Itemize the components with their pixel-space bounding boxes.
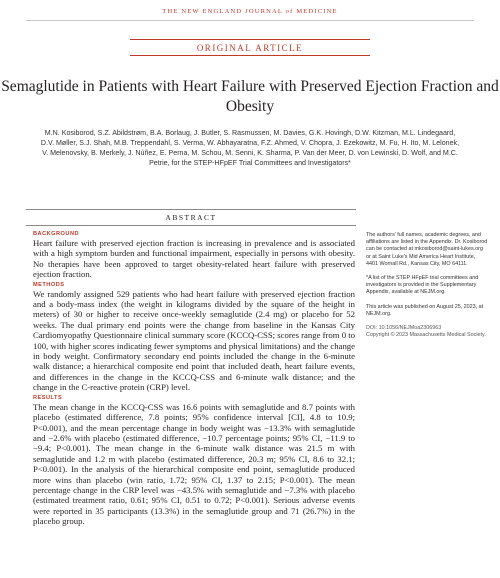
copyright-line: Copyright © 2023 Massachusetts Medical Society. [366,332,486,339]
committee-footnote: *A list of the STEP HFpEF trial committees and investigators is provided in the Supplementary Appendix, available at NEJM.org. [366,275,479,296]
abstract-header [26,209,356,226]
results-text: The mean change in the KCCQ-CSS was 16.6 points with semaglutide and 8.7 points with placebo (estimated difference, 7.8 points; 95% confidence interval [CI], 4.8 to 10.9; P<0.001), and the mean percentage change in body weight was −13.3% with semaglutide and −2.6% with placebo (estimated difference, −10.7 percentage points; 95% CI, −11.9 to −9.4; P<0.001). The mean change in the 6-minute walk distance was 21.5 m with semaglutide and 1.2 m with placebo (estimated difference, 20.3 m; 95% CI, 8.6 to 32.1; P<0.001). In the analysis of the hierarchical composite end point, semaglutide produced more wins than placebo (win ratio, 1.72; 95% CI, 1.37 to 2.15; P<0.001). The mean percentage change in the CRP level was −43.5% with semaglutide and −7.3% with placebo (estimated treatment ratio, 0.61; 95% CI, 0.51 to 0.72; P<0.001). Serious adverse events were reported in 35 participants (13.3%) in the semaglutide group and 71 (26.7%) in the placebo group. [33,401,355,527]
abstract-label: ABSTRACT [165,213,217,222]
methods-text: We randomly assigned 529 patients who had heart failure with preserved ejection fraction and a body-mass index (the weight in kilograms divided by the square of the height in meters) of 30 or higher to receive once-weekly semaglutide (2.4 mg) or placebo for 52 weeks. The dual primary end points were the change from baseline in the Kansas City Cardiomyopathy Questionnaire clinical summary score (KCCQ-CSS; scores range from 0 to 100, with higher scores indicating fewer symptoms and physical limitations) and the change in body weight. Confirmatory secondary end points included the change in the 6-minute walk distance; a hierarchical composite end point that included death, heart failure events, and differences in the change in the KCCQ-CSS and 6-minute walk distance; and the change in the C-reactive protein (CRP) level. [33,288,355,393]
author-list: M.N. Kosiborod, S.Z. Abildstrøm, B.A. Borlaug, J. Butler, S. Rasmussen, M. Davies, G.K. Hovingh, D.W. Kitzman, M.L. Lindegaard, D.V. Møller, S.J. Shah, M.B. Treppendahl, S. Verma, W. Abhayaratna, F.Z. Ahmed, V. Chopra, J. Ezekowitz, M. Fu, H. Ito, M. Lelonek, V. Melenovsky, B. Merkely, J. Núñez, E. Perna, M. Schou, M. Senni, K. Sharma, P. Van der Meer, D. von Lewinski, D. Wolf, and M.C. Petrie, for the STEP-HFpEF Trial Committees and Investigators* [40,129,460,168]
article-type-banner [130,39,370,56]
article-type-label: ORIGINAL ARTICLE [196,43,304,53]
background-heading: BACKGROUND [33,231,80,237]
background-text: Heart failure with preserved ejection fraction is increasing in prevalence and is associated with a high symptom burden and functional impairment, especially in persons with obesity. No therapies have been approved to target obesity-related heart failure with preserved ejection fraction. [33,238,355,280]
doi-line: DOI: 10.1056/NEJMoa2306963 [366,325,442,332]
abstract-bottom-rule [26,225,356,226]
methods-heading: METHODS [33,281,65,288]
publication-note: This article was published on August 25, 2023, at NEJM.org. [366,303,484,317]
sidebar-notes [366,232,488,339]
article-type-bottom-rule [130,55,370,56]
affiliation-note: The authors' full names, academic degrees, and affiliations are listed in the Appendix. Dr. Kosiborod can be contacted at mkosiborod@saint-lukes.org or at Saint Luke's Mid America Heart Institute, 4401 Wornall Rd., Kansas City, MO 64111. [366,232,488,267]
journal-masthead: THE NEW ENGLAND JOURNAL of MEDICINE [162,8,338,15]
abstract-body [33,230,355,528]
results-heading: RESULTS [33,394,63,401]
masthead-rule [26,20,474,21]
article-title: Semaglutide in Patients with Heart Failure with Preserved Ejection Fraction and Obesity [1,78,499,115]
